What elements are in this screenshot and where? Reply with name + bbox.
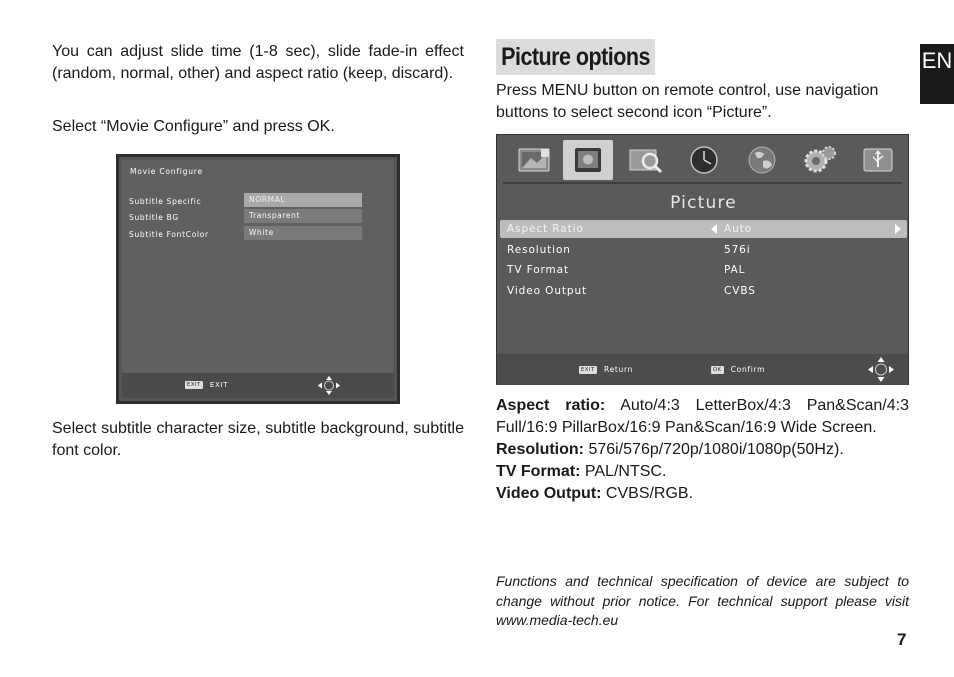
picture-icon[interactable] [563, 140, 613, 180]
return-label: Return [604, 365, 634, 374]
slide-settings-paragraph: You can adjust slide time (1-8 sec), slide fade-in effect (random, normal, other) and aspect ratio (keep, discard). [52, 43, 464, 82]
menu-icon-bar [503, 138, 903, 180]
movie-configure-panel [122, 160, 394, 373]
subtitle-bg-value[interactable]: Transparent [244, 209, 362, 223]
confirm-hint [711, 365, 765, 374]
usb-icon[interactable] [853, 140, 903, 180]
channel-search-icon[interactable] [621, 140, 671, 180]
exit-hint [185, 381, 228, 389]
subtitle-bg-label: Subtitle BG [129, 213, 179, 222]
tv-format-row[interactable] [500, 261, 907, 279]
spec-video-output-label: Video Output: [496, 485, 602, 502]
resolution-value: 576i [724, 244, 751, 256]
exit-label: EXIT [209, 381, 229, 389]
confirm-label: Confirm [730, 365, 766, 374]
return-hint [579, 365, 633, 374]
picture-menu-title: Picture [670, 193, 737, 213]
exit-key-icon: EXIT [187, 382, 201, 388]
spec-video-output [496, 483, 909, 505]
subtitle-settings-paragraph: Select subtitle character size, subtitle background, subtitle font color. [52, 420, 464, 459]
aspect-ratio-label: Aspect Ratio [507, 223, 584, 235]
video-output-row[interactable] [500, 282, 907, 300]
spec-tv-format [496, 461, 909, 483]
ok-key-icon: OK [713, 367, 722, 373]
arrow-left-icon[interactable] [711, 224, 717, 234]
subtitle-fontcolor-value[interactable]: White [244, 226, 362, 240]
spec-video-output-value: CVBS/RGB. [601, 485, 694, 502]
spec-tv-format-label: TV Format: [496, 463, 581, 480]
navigation-arrows-icon [867, 356, 895, 383]
globe-icon[interactable] [737, 140, 787, 180]
video-output-label: Video Output [507, 285, 588, 297]
arrow-right-icon[interactable] [895, 224, 901, 234]
subtitle-specific-label: Subtitle Specific [129, 197, 202, 206]
picture-intro-paragraph: Press MENU button on remote control, use navigation buttons to select second icon “Picture”. [496, 82, 879, 121]
picture-menu-screenshot [496, 134, 909, 385]
section-heading: Picture options [496, 39, 655, 75]
resolution-row[interactable] [500, 241, 907, 259]
spec-aspect-ratio-value: Auto/4:3 LetterBox/4:3 Pan&Scan/4:3 Full/16:9 PillarBox/16:9 Pan&Scan/16:9 Wide Screen. [496, 397, 909, 436]
movie-configure-screenshot [116, 154, 400, 404]
aspect-ratio-row[interactable] [500, 220, 907, 238]
disclaimer-note: Functions and technical specification of device are subject to change without prior notice. For technical support please visit www.media-tech.eu [496, 573, 909, 628]
spec-resolution-label: Resolution: [496, 441, 584, 458]
language-tab: EN [920, 44, 954, 104]
spec-tv-format-value: PAL/NTSC. [580, 463, 667, 480]
spec-resolution-value: 576i/576p/720p/1080i/1080p(50Hz). [584, 441, 844, 458]
resolution-label: Resolution [507, 244, 571, 256]
movie-configure-title: Movie Configure [130, 167, 203, 176]
tv-format-label: TV Format [507, 264, 570, 276]
page-number: 7 [897, 630, 907, 649]
aspect-ratio-value: Auto [724, 223, 752, 235]
spec-resolution [496, 439, 909, 461]
subtitle-specific-value[interactable]: NORMAL [244, 193, 362, 207]
video-output-value: CVBS [724, 285, 756, 297]
gear-icon[interactable] [795, 140, 845, 180]
spec-aspect-ratio [496, 395, 909, 439]
spec-aspect-ratio-label: Aspect ratio: [496, 397, 606, 414]
icon-bar-divider [503, 182, 902, 184]
navigation-arrows-icon [317, 375, 341, 396]
clock-icon[interactable] [679, 140, 729, 180]
tv-format-value: PAL [724, 264, 746, 276]
movie-configure-footer [122, 373, 394, 398]
select-movie-configure-paragraph: Select “Movie Configure” and press OK. [52, 118, 335, 135]
subtitle-fontcolor-label: Subtitle FontColor [129, 230, 209, 239]
picture-menu-footer [497, 354, 908, 385]
exit-key-icon: EXIT [581, 367, 595, 373]
tv-settings-icon[interactable] [509, 140, 559, 180]
